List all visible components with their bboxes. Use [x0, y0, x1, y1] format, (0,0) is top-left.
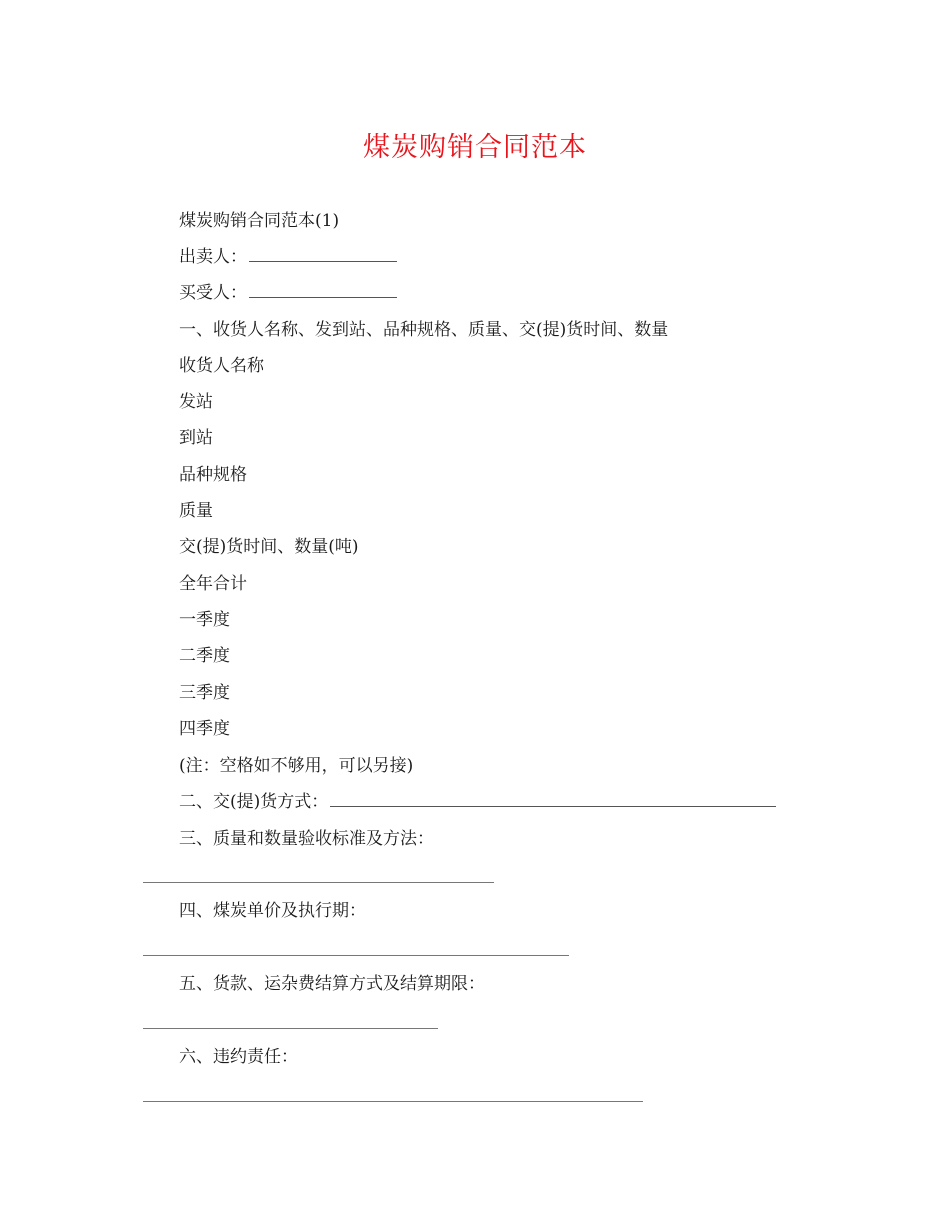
contract-subtitle: 煤炭购销合同范本(1)	[179, 211, 340, 231]
section1-item-delivery-time: 交(提)货时间、数量(吨)	[179, 537, 359, 557]
delivery-method-blank[interactable]	[330, 792, 776, 807]
section3-blank-line[interactable]	[143, 882, 494, 883]
section1-item-arrival-station: 到站	[179, 428, 213, 448]
section1-item-consignee: 收货人名称	[179, 356, 264, 376]
section2-line	[179, 790, 776, 814]
section6-blank-line[interactable]	[143, 1101, 643, 1102]
buyer-blank[interactable]	[249, 283, 397, 298]
document-title: 煤炭购销合同范本	[363, 132, 587, 163]
section1-item-specification: 品种规格	[179, 465, 247, 485]
section1-item-quality: 质量	[179, 501, 213, 521]
seller-label: 出卖人：	[179, 247, 247, 267]
section4-heading: 四、煤炭单价及执行期：	[179, 901, 366, 921]
section1-heading: 一、收货人名称、发到站、品种规格、质量、交(提)货时间、数量	[179, 320, 669, 340]
buyer-label: 买受人：	[179, 283, 247, 303]
section5-blank-line[interactable]	[143, 1028, 438, 1029]
section2-label: 二、交(提)货方式：	[179, 792, 329, 812]
section1-item-annual-total: 全年合计	[179, 574, 247, 594]
section6-heading: 六、违约责任：	[179, 1047, 298, 1067]
section1-item-departure-station: 发站	[179, 392, 213, 412]
section1-item-q2: 二季度	[179, 646, 230, 666]
seller-blank[interactable]	[249, 247, 397, 262]
section1-item-q4: 四季度	[179, 719, 230, 739]
seller-line	[179, 245, 397, 269]
section1-note: (注：空格如不够用，可以另接)	[179, 756, 414, 776]
section1-item-q1: 一季度	[179, 610, 230, 630]
buyer-line	[179, 281, 397, 305]
section1-item-q3: 三季度	[179, 683, 230, 703]
section5-heading: 五、货款、运杂费结算方式及结算期限：	[179, 974, 485, 994]
section4-blank-line[interactable]	[143, 955, 569, 956]
section3-heading: 三、质量和数量验收标准及方法：	[179, 829, 434, 849]
